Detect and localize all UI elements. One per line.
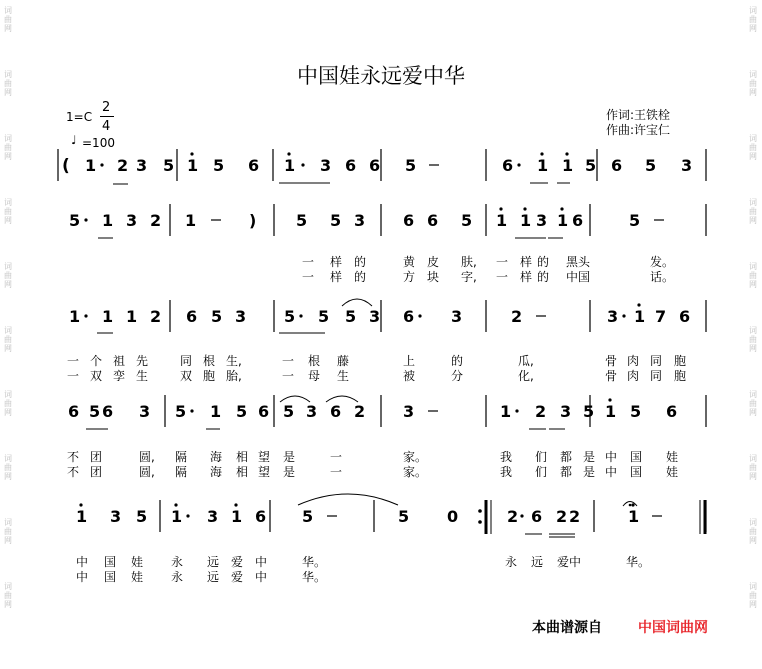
note-digit: 3	[139, 402, 151, 421]
note-digit: 6	[186, 307, 198, 326]
note-digit: 2	[511, 307, 523, 326]
note-digit: 6	[248, 156, 260, 175]
octave-dot-icon	[523, 207, 526, 210]
slur-arc	[342, 299, 372, 306]
lyric-char: 国	[630, 450, 643, 464]
repeat-dot	[478, 509, 482, 513]
lyric-char: 的	[537, 255, 550, 269]
note-digit: 3	[681, 156, 693, 175]
note-digit: 1	[628, 507, 640, 526]
lyric-char: 娃	[131, 570, 144, 584]
note-digit: 6	[572, 211, 584, 230]
lyric-char: 团	[90, 450, 103, 464]
lyric-char: 娃	[666, 450, 679, 464]
lyric-char: 一	[282, 354, 295, 368]
note-digit: 1	[171, 507, 183, 526]
lyric-char: 一	[282, 369, 295, 383]
note-digit: 6	[666, 402, 678, 421]
note-digit: 6	[403, 307, 415, 326]
octave-dot-icon	[287, 152, 290, 155]
note-digit: 7	[655, 307, 667, 326]
lyric-char: 团	[90, 465, 103, 479]
note-digit: 3	[560, 402, 572, 421]
lyric-char: 双	[90, 369, 103, 383]
lyric-char: 中	[76, 555, 89, 569]
dot-icon	[186, 514, 189, 517]
lyric-char: 个	[90, 354, 103, 368]
lyric-char: 爱中	[557, 555, 582, 569]
lyric-char: 先	[136, 354, 149, 368]
note-digit: 5	[236, 402, 248, 421]
watermark-mark: 词 曲 网	[4, 390, 12, 417]
lyric-char: 圆,	[139, 450, 155, 464]
dot-icon	[100, 163, 103, 166]
lyric-char: 中	[255, 555, 268, 569]
lyric-char: 样	[520, 255, 533, 269]
note-digit: 5	[398, 507, 410, 526]
note-digit: 5	[583, 402, 595, 421]
watermark-mark: 词 曲 网	[749, 390, 757, 417]
note-digit: 3	[306, 402, 318, 421]
watermark-mark: 词 曲 网	[4, 198, 12, 225]
lyric-char: 华。	[302, 555, 327, 569]
note-digit: 3	[369, 307, 381, 326]
watermark-mark: 词 曲 网	[4, 454, 12, 481]
watermark-mark: 词 曲 网	[749, 198, 757, 225]
note-digit: 1	[634, 307, 646, 326]
key-signature: 1=C	[66, 110, 93, 124]
lyric-char: 一	[67, 369, 80, 383]
note-digit: 1	[520, 211, 532, 230]
note-digit: 1	[126, 307, 138, 326]
note-digit: 1	[85, 156, 97, 175]
note-digit: 1	[102, 211, 114, 230]
lyric-char: 一	[496, 255, 509, 269]
dot-icon	[301, 163, 304, 166]
lyric-char: 们	[535, 450, 548, 464]
lyric-char: 永	[171, 555, 184, 569]
watermark-mark: 词 曲 网	[749, 134, 757, 161]
lyric-char: 胞	[203, 369, 216, 383]
lyric-char: 肉	[627, 354, 640, 368]
lyric-char: 娃	[131, 555, 144, 569]
note-digit: 1	[605, 402, 617, 421]
note-digit: 5	[211, 307, 223, 326]
note-digit: 3	[354, 211, 366, 230]
note-digit: 1	[284, 156, 296, 175]
lyricist-credit: 作词:王铁栓	[606, 108, 671, 122]
lyric-char: 发。	[650, 255, 675, 269]
dot-icon	[517, 163, 520, 166]
lyric-char: 中	[605, 465, 618, 479]
octave-dot-icon	[560, 207, 563, 210]
note-digit: 5	[330, 211, 342, 230]
dot-icon	[622, 314, 625, 317]
lyric-char: 肤,	[461, 255, 477, 269]
note-digit: 6	[255, 507, 267, 526]
note-digit: 5	[302, 507, 314, 526]
lyric-char: 不	[67, 450, 80, 464]
site-name-link[interactable]: 中国词曲网	[638, 620, 708, 636]
octave-dot-icon	[174, 503, 177, 506]
lyric-char: 胎,	[226, 369, 242, 383]
watermark-mark: 词 曲 网	[4, 262, 12, 289]
note-digit: 1	[69, 307, 81, 326]
octave-dot-icon	[608, 398, 611, 401]
composer-credit: 作曲:许宝仁	[606, 123, 671, 137]
note-digit: 6	[403, 211, 415, 230]
lyric-char: 一	[302, 255, 315, 269]
note-digit: 6	[502, 156, 514, 175]
octave-dot-icon	[565, 152, 568, 155]
note-digit: 6	[611, 156, 623, 175]
watermark-mark: 词 曲 网	[4, 518, 12, 545]
watermark-mark: 词 曲 网	[749, 326, 757, 353]
note-digit: 3	[607, 307, 619, 326]
lyric-char: 一	[302, 270, 315, 284]
note-digit: 1	[187, 156, 199, 175]
lyric-char: 骨	[605, 354, 618, 368]
note-digit: 3	[126, 211, 138, 230]
note-digit: 6	[427, 211, 439, 230]
note-digit: 3	[320, 156, 332, 175]
lyric-char: 瓜,	[518, 354, 534, 368]
lyric-char: 藤	[337, 354, 350, 368]
lyric-char: 的	[537, 270, 550, 284]
open-paren: (	[62, 156, 70, 176]
note-digit: 5	[585, 156, 597, 175]
note-digit: 1	[537, 156, 549, 175]
note-digit: 2	[507, 507, 519, 526]
note-digit: 2	[150, 307, 162, 326]
note-digit: 1	[185, 211, 197, 230]
lyric-char: 望	[258, 450, 271, 464]
lyric-char: 祖	[113, 354, 126, 368]
note-digit: 2	[150, 211, 162, 230]
note-digit: 5	[283, 402, 295, 421]
lyric-char: 样	[520, 270, 533, 284]
dot-icon	[190, 409, 193, 412]
lyric-char: 中	[76, 570, 89, 584]
octave-dot-icon	[540, 152, 543, 155]
time-signature-top: 2	[102, 100, 111, 115]
lyric-char: 是	[283, 450, 296, 464]
lyric-char: 华。	[626, 555, 651, 569]
lyric-char: 家。	[403, 465, 428, 479]
lyric-char: 不	[67, 465, 80, 479]
lyric-char: 孪	[113, 369, 126, 383]
note-digit: 2	[117, 156, 129, 175]
lyric-char: 国	[104, 555, 117, 569]
watermark-mark: 词 曲 网	[4, 326, 12, 353]
lyric-char: 远	[207, 570, 220, 584]
watermark-mark: 词 曲 网	[749, 262, 757, 289]
note-digit: 3	[403, 402, 415, 421]
note-digit: 6	[330, 402, 342, 421]
lyric-char: 样	[330, 270, 343, 284]
lyric-char: 一	[496, 270, 509, 284]
lyric-char: 中	[255, 570, 268, 584]
note-digit: 3	[207, 507, 219, 526]
octave-dot-icon	[190, 152, 193, 155]
source-label: 本曲谱源自	[532, 620, 602, 636]
note-digit: 5	[163, 156, 175, 175]
lyric-char: 样	[330, 255, 343, 269]
note-digit: 5	[629, 211, 641, 230]
lyric-char: 根	[308, 354, 321, 368]
note-digit: 1	[557, 211, 569, 230]
note-digit: 5	[69, 211, 81, 230]
lyric-char: 爱	[231, 555, 244, 569]
lyric-char: 的	[354, 255, 367, 269]
dot-icon	[515, 409, 518, 412]
watermark-mark: 词 曲 网	[749, 518, 757, 545]
note-digit: 3	[536, 211, 548, 230]
note-digit: 1	[562, 156, 574, 175]
dot-icon	[418, 314, 421, 317]
octave-dot-icon	[631, 503, 634, 506]
octave-dot-icon	[79, 503, 82, 506]
lyric-char: 中国	[566, 270, 591, 284]
lyric-char: 分	[451, 369, 464, 383]
lyric-char: 国	[630, 465, 643, 479]
lyric-char: 同	[180, 354, 193, 368]
note-digit: 5	[345, 307, 357, 326]
lyric-char: 爱	[231, 570, 244, 584]
note-digit: 3	[451, 307, 463, 326]
note-digit: 0	[447, 507, 459, 526]
note-digit: 1	[500, 402, 512, 421]
lyric-char: 永	[505, 555, 518, 569]
watermark-mark: 词 曲 网	[749, 582, 757, 609]
lyric-char: 同	[650, 354, 663, 368]
lyric-char: 上	[403, 354, 416, 368]
note-digit: 2	[354, 402, 366, 421]
dot-icon	[84, 314, 87, 317]
lyric-char: 是	[583, 450, 596, 464]
lyric-char: 的	[354, 270, 367, 284]
lyric-char: 相	[236, 465, 249, 479]
note-digit: 5	[136, 507, 148, 526]
lyric-char: 们	[535, 465, 548, 479]
lyric-char: 是	[583, 465, 596, 479]
lyric-char: 话。	[650, 270, 675, 284]
lyric-char: 国	[104, 570, 117, 584]
note-digit: 2	[535, 402, 547, 421]
note-digit: 5	[175, 402, 187, 421]
dot-icon	[84, 218, 87, 221]
lyric-char: 字,	[461, 270, 477, 284]
note-digit: 5	[645, 156, 657, 175]
lyric-char: 一	[67, 354, 80, 368]
note-digit: 5	[405, 156, 417, 175]
lyric-char: 胞	[674, 369, 687, 383]
octave-dot-icon	[499, 207, 502, 210]
lyric-char: 黑头	[566, 255, 591, 269]
note-digit: 5	[461, 211, 473, 230]
note-digit: 6	[258, 402, 270, 421]
note-digit: 5	[213, 156, 225, 175]
watermark-mark: 词 曲 网	[4, 70, 12, 97]
song-title: 中国娃永远爱中华	[297, 64, 465, 88]
repeat-dot	[478, 520, 482, 524]
lyric-char: 母	[308, 369, 321, 383]
lyric-char: 远	[531, 555, 544, 569]
lyric-char: 骨	[605, 369, 618, 383]
octave-dot-icon	[234, 503, 237, 506]
note-digit: 6	[369, 156, 381, 175]
lyric-char: 肉	[627, 369, 640, 383]
note-digit: 1	[210, 402, 222, 421]
lyric-char: 都	[560, 450, 573, 464]
lyric-char: 华。	[302, 570, 327, 584]
lyric-char: 生	[136, 369, 149, 383]
tempo-marking: =100	[82, 136, 115, 150]
note-digit: 2	[556, 507, 568, 526]
lyric-char: 娃	[666, 465, 679, 479]
lyric-char: 我	[500, 450, 513, 464]
note-digit: 1	[496, 211, 508, 230]
lyric-char: 黄	[403, 255, 416, 269]
note-digit: 6	[68, 402, 80, 421]
watermark-mark: 词 曲 网	[749, 70, 757, 97]
watermark-mark: 词 曲 网	[4, 582, 12, 609]
note-digit: 1	[76, 507, 88, 526]
note-digit: 1	[102, 307, 114, 326]
lyric-char: 永	[171, 570, 184, 584]
lyric-char: 圆,	[139, 465, 155, 479]
lyric-char: 块	[427, 270, 440, 284]
lyric-char: 海	[210, 450, 223, 464]
lyric-char: 皮	[427, 255, 440, 269]
lyric-char: 化,	[518, 369, 534, 383]
lyric-char: 双	[180, 369, 193, 383]
note-digit: 5	[284, 307, 296, 326]
lyric-char: 隔	[175, 450, 188, 464]
note-digit: 6	[531, 507, 543, 526]
watermark-mark: 词 曲 网	[4, 6, 12, 33]
lyric-char: 胞	[674, 354, 687, 368]
lyric-char: 同	[650, 369, 663, 383]
note-digit: 5	[89, 402, 101, 421]
note-digit: 5	[296, 211, 308, 230]
watermark-mark: 词 曲 网	[749, 6, 757, 33]
lyric-char: 是	[283, 465, 296, 479]
lyric-char: 一	[330, 450, 343, 464]
time-signature-bottom: 4	[102, 119, 111, 134]
lyric-char: 都	[560, 465, 573, 479]
lyric-char: 根	[203, 354, 216, 368]
lyric-char: 我	[500, 465, 513, 479]
note-digit: 5	[318, 307, 330, 326]
octave-dot-icon	[637, 303, 640, 306]
note-digit: 6	[345, 156, 357, 175]
note-digit: 3	[136, 156, 148, 175]
dot-icon	[520, 514, 523, 517]
lyric-char: 望	[258, 465, 271, 479]
note-digit: )	[249, 211, 257, 230]
lyric-char: 中	[605, 450, 618, 464]
lyric-char: 海	[210, 465, 223, 479]
note-digit: 1	[231, 507, 243, 526]
lyric-char: 的	[451, 354, 464, 368]
fermata-dot	[629, 504, 632, 507]
slur-arc	[298, 494, 398, 505]
lyric-char: 相	[236, 450, 249, 464]
note-digit: 5	[630, 402, 642, 421]
note-digit: 6	[679, 307, 691, 326]
lyric-char: 隔	[175, 465, 188, 479]
quarter-note-icon: ♩	[71, 133, 77, 147]
note-digit: 2	[569, 507, 581, 526]
dot-icon	[299, 314, 302, 317]
lyric-char: 家。	[403, 450, 428, 464]
lyric-char: 远	[207, 555, 220, 569]
lyric-char: 被	[403, 369, 416, 383]
lyric-char: 生,	[226, 354, 242, 368]
note-digit: 3	[110, 507, 122, 526]
watermark-mark: 词 曲 网	[4, 134, 12, 161]
note-digit: 3	[235, 307, 247, 326]
lyric-char: 方	[403, 270, 416, 284]
lyric-char: 一	[330, 465, 343, 479]
lyric-char: 生	[337, 369, 350, 383]
note-digit: 6	[102, 402, 114, 421]
watermark-mark: 词 曲 网	[749, 454, 757, 481]
